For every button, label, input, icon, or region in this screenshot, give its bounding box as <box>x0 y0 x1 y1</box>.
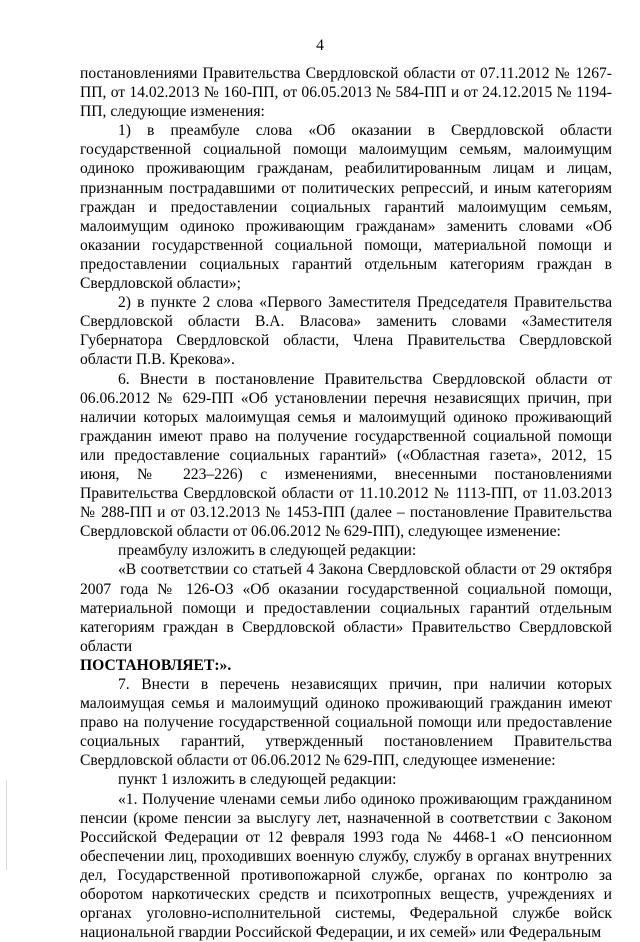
paragraph-preamble-instruction: преамбулу изложить в следующей редакции: <box>118 542 417 560</box>
resolves-heading: ПОСТАНОВЛЯЕТ:». <box>80 656 232 674</box>
page-number: 4 <box>316 37 324 54</box>
document-body <box>80 64 612 942</box>
paragraph-item-2: 2) в пункте 2 слова «Первого Заместителя Председателя Правительства Свердловской области В.А. Власова» заменить словами «Заместителя Губернатора Свердловской области, Члена Правительства Свердловской области П.В. Крекова». <box>80 294 612 369</box>
paragraph-preamble-quote: «В соответствии со статьей 4 Закона Свердловской области от 29 октября 2007 года № 126-ОЗ «Об оказании государственной социальной помощи, материальной помощи и предоставлении социальных гарантий отдельным категориям граждан в Свердловской области» Правительство Свердловской области <box>80 561 612 655</box>
paragraph-point-6: 6. Внести в постановление Правительства Свердловской области от 06.06.2012 № 629-ПП «Об установлении перечня независящих причин, при наличии которых малоимущая семья и малоимущий одиноко проживающий гражданин имеют право на получение государственной социальной помощи или предоставление социальных гарантий» («Областная газета», 2012, 15 июня, № 223–226) с изменениями, внесенными постановлениями Правительства Свердловской области от 11.10.2012 № 1113-ПП, от 11.03.2013 № 288-ПП и от 03.12.2013 № 1453-ПП (далее – постановление Правительства Свердловской области от 06.06.2012 № 629-ПП), следующее изменение: <box>80 370 612 541</box>
paragraph-item-1: 1) в преамбуле слова «Об оказании в Свердловской области государственной социальной помощи малоимущим семьям, малоимущим одиноко проживающим гражданам, реабилитированным лицам и лицам, признанным пострадавшими от политических репрессий, и иным категориям граждан и предоставлении социальных гарантий малоимущим семьям, малоимущим одиноко проживающим гражданам» заменить словами «Об оказании государственной социальной помощи, материальной помощи и предоставлении социальных гарантий отдельным категориям граждан в Свердловской области»; <box>80 122 612 293</box>
paragraph-item-1-quote: «1. Получение членами семьи либо одиноко проживающим гражданином пенсии (кроме пенсии за выслугу лет, назначенной в соответствии с Законом Российской Федерации от 12 февраля 1993 года № 4468-1 «О пенсионном обеспечении лиц, проходивших военную службу, службу в органах внутренних дел, Государственной противопожарной службе, органах по контролю за оборотом наркотических средств и психотропных веществ, учреждениях и органах уголовно-исполнительной системы, Федеральной службе войск национальной гвардии Российской Федерации, и их семей» или Федеральным <box>80 790 612 942</box>
paragraph-point-7: 7. Внести в перечень независящих причин, при наличии которых малоимущая семья и малоимущий одиноко проживающий гражданин имеют право на получение государственной социальной помощи или предоставление социальных гарантий, утвержденный постановлением Правительства Свердловской области от 06.06.2012 № 629-ПП, следующее изменение: <box>80 676 612 770</box>
paragraph-intro-continuation: постановлениями Правительства Свердловской области от 07.11.2012 № 1267-ПП, от 14.02.2013 № 160-ПП, от 06.05.2013 № 584-ПП и от 24.12.2015 № 1194-ПП, следующие изменения: <box>80 65 612 121</box>
scan-edge-mark <box>6 780 7 870</box>
paragraph-item-instruction: пункт 1 изложить в следующей редакции: <box>118 771 397 789</box>
